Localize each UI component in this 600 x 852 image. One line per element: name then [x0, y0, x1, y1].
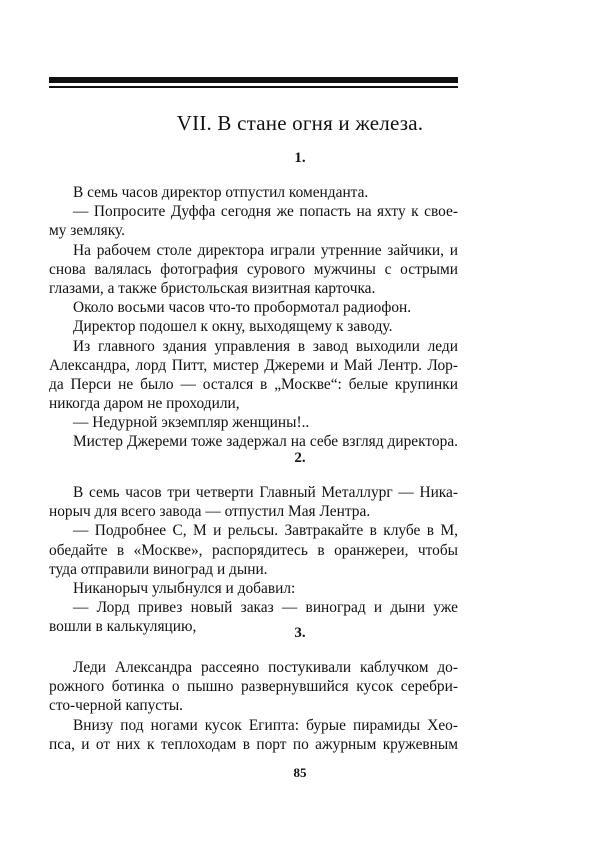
section-number-1: 1.	[294, 150, 306, 166]
text-line: вошли в калькуляцию,	[49, 618, 197, 636]
text-line: Никанорыч улыбнулся и добавил:	[73, 579, 296, 597]
text-line: му земляку.	[49, 222, 125, 240]
text-line: На рабочем столе директора играли утренние зайчики, и	[73, 241, 458, 259]
text-line: пса, и от них к теплоходам в порт по ажурным кружевным	[49, 735, 458, 753]
text-line: — Недурной экземпляр женщины!..	[73, 414, 310, 432]
section-1-text	[49, 183, 458, 452]
text-line: рожного ботинка о пышно развернувшийся кусок серебри-	[49, 678, 458, 696]
section-3-text	[49, 658, 458, 754]
header-rule-thick	[49, 77, 458, 83]
text-line: да Перси не было — остался в „Москве“: белые крупинки	[49, 375, 458, 393]
section-number-3: 3.	[294, 625, 306, 641]
text-line: — Лорд привез новый заказ — виноград и дыни уже	[73, 599, 458, 617]
text-line: сто-черной капусты.	[49, 697, 184, 715]
text-line: норыч для всего завода — отпустил Мая Лентра.	[49, 503, 371, 521]
text-line: Александра, лорд Питт, мистер Джереми и Май Лентр. Лор-	[49, 356, 458, 374]
text-line: снова валялась фотография сурового мужчины с острыми	[49, 260, 458, 278]
section-number-2: 2.	[294, 450, 306, 466]
text-line: Леди Александра рассеяно постукивали каблучком до-	[73, 659, 458, 676]
text-line: Директор подошел к окну, выходящему к заводу.	[73, 318, 393, 336]
chapter-title: VII. В стане огня и железа.	[176, 111, 424, 135]
text-line: В семь часов директор отпустил коменданта.	[73, 184, 369, 201]
header-rule-thin	[49, 86, 458, 88]
text-line: глазами, а также бристольская визитная карточка.	[49, 279, 376, 297]
text-line: никогда даром не проходили,	[49, 395, 240, 413]
page-number: 85	[293, 765, 307, 780]
text-line: обедайте в «Москве», распорядитесь в оранжереи, чтобы	[49, 541, 458, 559]
text-line: В семь часов три четверти Главный Металлург — Ника-	[73, 484, 458, 501]
text-line: — Подробнее С, М и рельсы. Завтракайте в клубе в М,	[73, 522, 458, 540]
text-line: туда отправили виноград и дыни.	[49, 560, 268, 578]
text-line: — Попросите Дуффа сегодня же попасть на яхту к свое-	[73, 203, 458, 221]
text-line: Внизу под ногами кусок Египта: бурые пирамиды Хео-	[73, 716, 458, 734]
text-line: Мистер Джереми тоже задержал на себе взгляд директора.	[73, 433, 458, 451]
section-2-text	[49, 483, 458, 637]
text-line: Из главного здания управления в завод выходили леди	[73, 337, 458, 355]
text-line: Около восьми часов что-то пробормотал радиофон.	[73, 299, 412, 317]
